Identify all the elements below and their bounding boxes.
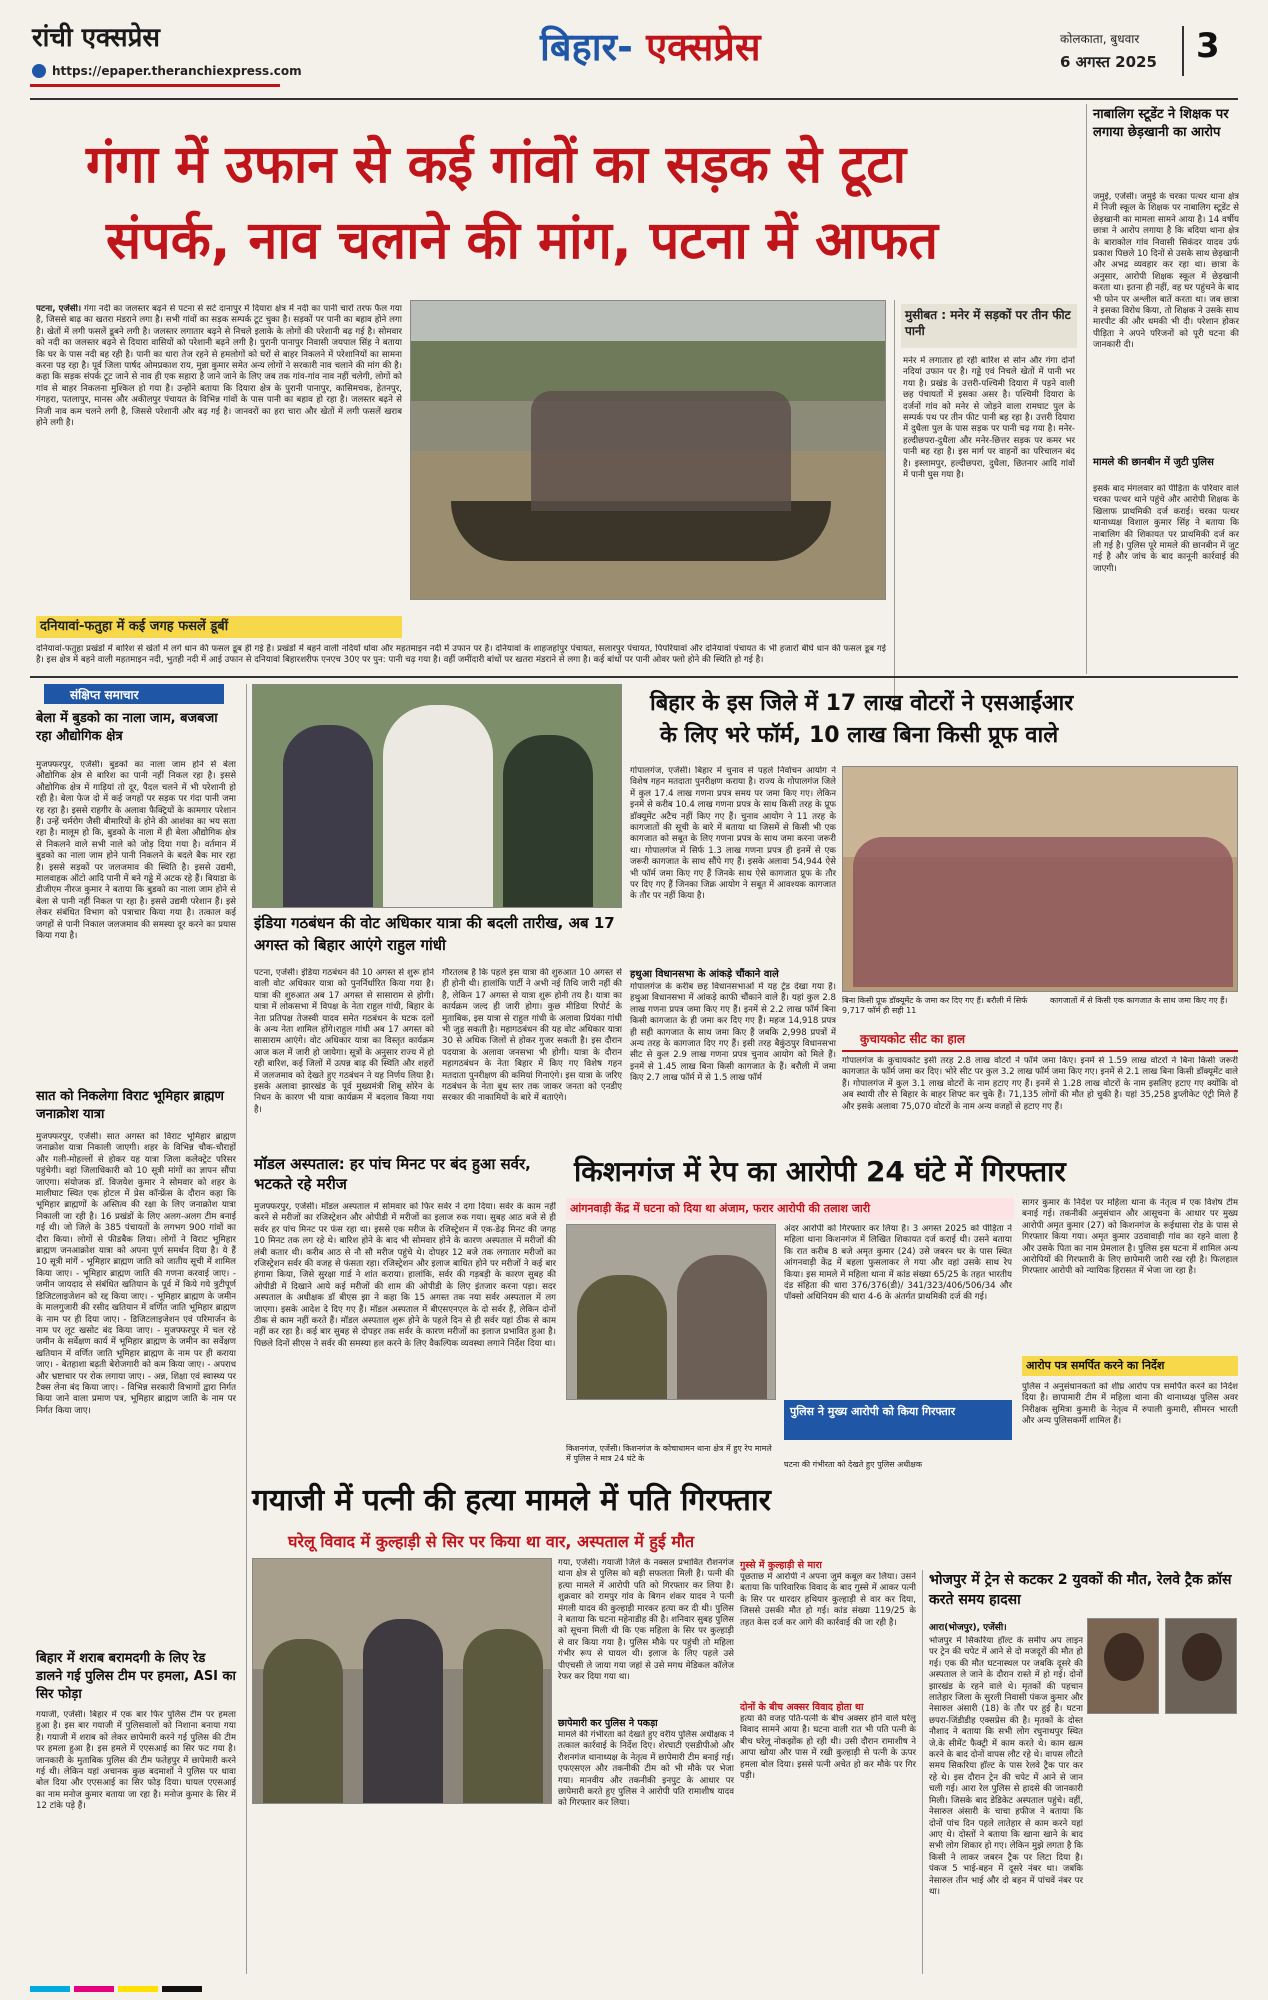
brief-headline-3: बिहार में शराब बरामदगी के लिए रेड डालने गई पुलिस टीम पर हमला, ASI का सिर फोड़ा bbox=[36, 1651, 236, 1702]
photo-figure-3 bbox=[503, 735, 593, 908]
mark-magenta bbox=[74, 1986, 114, 1992]
gaya-photo bbox=[252, 1558, 552, 1804]
page-number: 3 bbox=[1196, 26, 1220, 66]
bhojpur-body: भोजपुर में सिकरिया हॉल्ट के समीप अप लाइन पर ट्रेन की चपेट में आने से दो मजदूरों की मौत हो गई। एक की मौत घटनास्थल पर जबकि दूसरे की अस्पताल ले जाने के दौरान रास्ते में हो गई। दोनों झारखंड के रहने वाले थे। मृतकों की पहचान लातेहार जिला के सुरली निवासी पंकज कुमार और नेसारुल अंसारी (18) के तौर पर हुई है। घटना छपरा-जिंडीडीह एक्सप्रेस की है। मृतकों के दोस्त नौशाद ने बताया कि सभी लोग रघुनाथपुर स्थित जे.के सीमेंट फैक्ट्री में काम करते थे। काम खत्म करने के बाद दोनों वापस लौट रहे थे। वापस लौटते समय सिकरिया हॉल्ट के पास रेलवे ट्रैक पार कर रहे थे। इस दौरान ट्रेन की चपेट में आने से जान चली गई। आरा रेल पुलिस से हादसे की जानकारी मिली। जिसके बाद डेडिकेट अस्पताल पहुंचे। वहीं, नेसारुल अंसारी के चाचा हफीज ने बताया कि दोनों पांच दिन पहले लातेहार से काम करने यहां आए थे। दोस्तों ने बताया कि खाना खाने के बाद सभी लोग शिकार हो गए। लेकिन मुझे लगता है कि किसी ने लाकर जबरन ट्रैक पर लिटा दिया है। पंकज 5 भाई-बहन में दूसरे नंबर था। जबकि नेसारुल तीन भाई और दो बहन में पांचवें नंबर पर था। bbox=[929, 1636, 1083, 1897]
brief-tag: संक्षिप्त समाचार bbox=[70, 688, 139, 702]
lead-dateline: पटना, एजेंसी। bbox=[36, 304, 82, 314]
voters-caption-1: बिना किसी प्रूफ डॉक्यूमेंट के जमा कर दिए गए हैं। बरौली में सिर्फ 9,717 फॉर्म ही सही 11 bbox=[842, 996, 1028, 1015]
brief-body-3: गयाजी, एजेंसी। बिहार में एक बार फिर पुलिस टीम पर हमला हुआ है। इस बार गयाजी में पुलिसवालों को निशाना बनाया गया है। गयाजी में शराब को लेकर छापेमारी करने गई पुलिस की टीम पर हमला हुआ है। इस हमले में एएसआई का सिर फट गया है। जानकारी के मुताबिक पुलिस की टीम फतेहपुर में छापेमारी करने गई थी। लेकिन यहां अचानक कुछ बदमाशों ने पुलिस पर धावा बोल दिया और एएसआई का सिर फोड़ दिया। घायल एएसआई का नाम मनोज कुमार बताया जा रहा है। मनोज कुमार के सिर में 12 टांके पड़े हैं। bbox=[36, 1710, 236, 1812]
section-title-bihar: बिहार- bbox=[540, 25, 633, 69]
print-marks bbox=[30, 1986, 1238, 1994]
voters-subhead: हथुआ विधानसभा के आंकड़े चौंकाने वाले bbox=[630, 969, 779, 980]
gaya-body-4: हत्या की वजह पति-पत्नी के बीच अक्सर होने वाले घरेलू विवाद सामने आया है। घटना वाली रात भी पति पत्नी के बीच घरेलू नोकझोंक हो रही थी। उसी दौरान रामाशीष ने आपा खोया और पास में रखी कुल्हाड़ी से पत्नी के ऊपर हमला बोल दिया। इससे पत्नी अचेत हो कर मौके पर गिर पड़ी। bbox=[740, 1714, 916, 1782]
brief-headline-1: बेला में बुडको का नाला जाम, बजबजा रहा औद्योगिक क्षेत्र bbox=[36, 711, 218, 744]
voters-body: गोपालगंज, एजेंसी। बिहार में चुनाव से पहले निर्वाचन आयोग ने विशेष गहन मतदाता पुनरीक्षण कराया है। राज्य के गोपालगंज जिले में कुल 17.4 लाख गणना प्रपत्र समय पर जमा किए गए। लेकिन इनमें से करीब 10.4 लाख गणना प्रपत्र के साथ किसी तरह के प्रूफ डॉक्यूमेंट अटैच नहीं किए गए हैं। चुनाव आयोग ने 11 तरह के कागजातों की सूची के बारे में बताया था जिसमें से किसी भी एक कागजात को सबूत के लिए गणना प्रपत्र के साथ जमा करना जरूरी था। गोपालगंज में सिर्फ 1.3 लाख गणना प्रपत्र ही इनमें से एक जरूरी कागजात के साथ सौंपे गए हैं। इसके अलावा 54,944 ऐसे भी फॉर्म जमा किए गए हैं जिनके साथ ऐसे कागजात प्रूफ के तौर पर दिए गए हैं जिनका जिक्र आयोग ने सबूत में आवश्यक कागजात के तौर पर नहीं किया है। bbox=[630, 766, 836, 902]
photo-figure-1 bbox=[283, 725, 373, 908]
bhojpur-dateline: आरा(भोजपुर), एजेंसी। bbox=[929, 1623, 1007, 1633]
voters-caption-2: कागजातों में से किसी एक कागजात के साथ जमा किए गए हैं। bbox=[1050, 996, 1228, 1005]
mark-yellow bbox=[118, 1986, 158, 1992]
kishanganj-bluebox-text: पुलिस ने मुख्य आरोपी को किया गिरफ्तार bbox=[790, 1405, 956, 1418]
gaya-subhead-2: छापेमारी कर पुलिस ने पकड़ा bbox=[558, 1718, 658, 1729]
kuchaykot-head-box bbox=[842, 1030, 1238, 1052]
photo-police-1 bbox=[263, 1639, 343, 1804]
brief-column bbox=[30, 684, 240, 1974]
rahul-headline: इंडिया गठबंधन की वोट अधिकार यात्रा की बदली तारीख, अब 17 अगस्त को बिहार आएंगे राहुल गांधी bbox=[254, 914, 615, 954]
section-title-express: एक्सप्रेस bbox=[646, 25, 761, 69]
photo-police-2 bbox=[463, 1629, 543, 1804]
molestation-headline: नाबालिग स्टूडेंट ने शिक्षक पर लगाया छेड़खानी का आरोप bbox=[1093, 107, 1229, 140]
lead-body-1 bbox=[36, 304, 402, 612]
kishanganj-bluebox bbox=[784, 1400, 1012, 1440]
hospital-story bbox=[252, 1152, 558, 1464]
kishanganj-yellow-box bbox=[1022, 1356, 1238, 1376]
lead-story bbox=[30, 104, 1078, 674]
epaper-url[interactable]: https://epaper.theranchiexpress.com bbox=[52, 64, 302, 78]
voters-photo bbox=[842, 766, 1238, 992]
voters-headline-line1: बिहार के इस जिले में 17 लाख वोटरों ने एसआईआर bbox=[650, 691, 1074, 716]
section-title bbox=[540, 20, 761, 72]
rahul-body-2: गौरतलब है कि पहले इस यात्रा की शुरुआत 10 अगस्त से ही होनी थी। हालांकि पार्टी ने अभी नई तिथि जारी नहीं की है, लेकिन 17 अगस्त से यात्रा शुरू होनी तय है। यात्रा का कार्यक्रम जल्द ही जारी होगा। कुछ मीडिया रिपोर्ट के मुताबिक, इस यात्रा से राहुल गांधी के अलावा प्रियंका गांधी भी जुड़ सकती है। महागठबंधन की यह वोट अधिकार यात्रा 30 से अधिक जिलों से होकर गुजर सकती है। इस दौरान पदयात्रा के अलावा जनसभा भी होगी। यात्रा के दौरान महागठबंधन के नेता बिहार में किए गए विशेष गहन मतदाता पुनरीक्षण की कमियां गिनाएंगे। इस यात्रा के जरिए गठबंधन के नेता बूथ स्तर तक जाकर जनता को एनडीए सरकार की नाकामियों के बारे में बताएंगे। bbox=[442, 968, 622, 1104]
photo-people bbox=[531, 391, 791, 511]
hospital-headline: मॉडल अस्पताल: हर पांच मिनट पर बंद हुआ सर्वर, भटकते रहे मरीज bbox=[254, 1155, 531, 1193]
kishanganj-photo-caption: किशनगंज, एजेंसी। किशनगंज के कोचाधामन थाना क्षेत्र में हुए रेप मामले में पुलिस ने मात्र 24 घंटे के bbox=[566, 1444, 772, 1463]
voters-headline-line2: के लिए भरे फॉर्म, 10 लाख बिना किसी प्रूफ वाले bbox=[660, 723, 1059, 748]
section-rule-1 bbox=[30, 676, 1238, 678]
brief-headline-2: सात को निकलेगा विराट भूमिहार ब्राह्मण जनाक्रोश यात्रा bbox=[36, 1089, 224, 1122]
photo-face-1 bbox=[1104, 1633, 1144, 1681]
kishanganj-strap: आंगनवाड़ी केंद्र में घटना को दिया था अंजाम, फरार आरोपी की तलाश जारी bbox=[570, 1202, 871, 1215]
molestation-body: जमुई, एजेंसी। जमुई के चरका पत्थर थाना क्षेत्र में निजी स्कूल के शिक्षक पर नाबालिग स्टूडेंट से छेड़खानी का मामला सामने आया है। 14 वर्षीय छात्रा ने आरोप लगाया है कि बदिया थाना क्षेत्र के बाराकोल गांव निवासी सिकंदर यादव उर्फ प्रकाश पिछले 10 दिनों से उसके साथ छेड़खानी और अभद्र व्यवहार कर रहा था। छात्रा के अनुसार, आरोपी शिक्षक स्कूल में छेड़खानी करता था। इतना ही नहीं, वह घर पहुंचने के बाद भी फोन पर अश्लील बातें करता था। जब छात्रा ने इसका विरोध किया, तो शिक्षक ने उसके साथ मारपीट की और धमकी भी दी। परेशान होकर पीड़िता ने अपने परिजनों को पूरी घटना की जानकारी दी। bbox=[1093, 192, 1239, 351]
page-divider bbox=[1182, 26, 1184, 76]
photo-face-2 bbox=[1182, 1633, 1222, 1681]
voters-body-2: गोपालगंज के करीब छह विधानसभाओं में यह ट्रेंड देखा गया है। हथुआ विधानसभा में आंकड़े काफी चौंकाने वाले हैं। यहां कुल 2.8 लाख गणना प्रपत्र जमा किए गए हैं। इनमें से 2.2 लाख फॉर्म बिना किसी कागजात के ही जमा कर दिए गए हैं। महज 14,918 प्रपत्र ही सही कागजात के साथ जमा किए हैं जबकि 2,998 प्रपत्रों में अन्य तरह के कागजात दिए गए हैं। इसी तरह बैकुंठपुर विधानसभा सीट से कुल 2.9 लाख गणना प्रपत्र चुनाव आयोग को मिले हैं। इनमें से 1.45 लाख बिना किसी कागजात के हैं। बरौली में जमा किए 2.7 लाख फॉर्म में से 1.5 लाख फॉर्म bbox=[630, 982, 836, 1084]
bhojpur-photo-2 bbox=[1165, 1618, 1237, 1714]
brief-body-2: मुजफ्फरपुर, एजेंसी। सात अगस्त को विराट भूमिहार ब्राह्मण जनाक्रोश यात्रा निकाली जाएगी। शहर के विभिन्न चौक-चौराहों और गली-मोहल्लों से होकर यह यात्रा जिला कलेक्ट्रेट परिसर पहुंचेगी। वहां जिलाधिकारी को 10 सूत्री मांगों का ज्ञापन सौंपा जाएगा। संयोजक डॉ. विजयेश कुमार ने सोमवार को शहर के मालीघाट स्थित एक होटल में प्रेस कॉन्फ्रेंस के दौरान कहा कि भूमिहार ब्राह्मणों के अस्तित्व की रक्षा के लिए जनाक्रोश यात्रा निकाली जा रही है। 16 प्रखंडों के लिए अलग-अलग टीम बनाई गई थी। जो जिले के 385 पंचायतों के लगभग 900 गांवों का दौरा किया। लोगों से फीडबैक लिया। लोगों ने विराट भूमिहार ब्राह्मण जनआक्रोश यात्रा को अपना पूर्ण समर्थन दिया है। ये हैं 10 सूत्री मांगें - भूमिहार ब्राह्मण जाति को जातीय सूची में शामिल किया जाए। - भूमिहार ब्राह्मण जाति की गणना करवाई जाए। - जमीन जायदाद से संबंधित खतियान के पूर्व में किये गये त्रुटीपूर्ण डिजिटलाइजेशन को रद्द किया जाए। - भूमिहार ब्राह्मण के जमीन के मालगुजारी की रसीद खतियान में वर्णित जाति भूमिहार ब्राह्मण के नाम पर ही दिया जाए। - डिजिटलाइजेशन एवं परिमार्जन के नाम पर लूट खसोट बंद किया जाए। - मुजफ्फरपुर में चल रहे जमीन के सर्वेक्षण कार्य में भूमिहार ब्राह्मण के जमीन का सर्वेक्षण खतियान में वर्णित जाति भूमिहार ब्राह्मण के नाम पर ही कराया जाए। - बेतहाशा बढ़ती बेरोजगारी को कम किया जाए। - अपराध और भ्रष्टाचार पर रोक लगाया जाए। - अन्न, शिक्षा एवं स्वास्थ्य पर टैक्स लेना बंद किया जाए। - विभिन्न सरकारी विभागों द्वारा निर्गत किया जाने वाला प्रमाण पत्र, भूमिहार ब्राह्मण जाति के नाम पर निर्गत किया जाए। bbox=[36, 1132, 236, 1416]
brief-body-1: मुजफ्फरपुर, एजेंसी। बुडको का नाला जाम होने से बेला औद्योगिक क्षेत्र से बारिश का पानी नहीं निकल रहा है। इससे औद्योगिक क्षेत्र में गाड़ियां तो दूर, पैदल चलने में भी परेशानी हो रही है। बेला फेज दो में कई जगहों पर सड़क पर गंदा पानी जमा रह रहा है। इससे राहगीर के अलावा फैक्ट्रियों के कामगार परेशान हैं। उन्हें चर्मरोग जैसी बीमारियों के होने की आशंका का भय सता रहा है। मालूम हो कि, बुडको के नाला में ही बेला औद्योगिक क्षेत्र से निकलने वाले सभी नाले को जोड़ दिया गया है। वर्तमान में बुडको का नाला जाम होने पानी निकलने के बदले बैक मार रहा है। इससे सड़कों पर जलजमाव की स्थिति है। इससे उद्यमी, मालवाहक ऑटो आदि पानी में बने गड्ढे में अटक रहे हैं। बियाडा के डीजीएम नीरज कुमार ने बताया कि बुडको का नाला जाम होने से बेला से पानी नहीं निकल पा रहा है। इससे उद्यमी परेशान हैं। इसे लेकर संबंधित विभाग को पत्राचार किया गया है। तत्काल कई जगहों से पानी निकाल जलजमाव की समस्या दूर करने का प्रयास किया गया है। bbox=[36, 760, 236, 942]
kishanganj-caption-right: घटना की गंभीरता को देखते हुए पुलिस अधीक्षक bbox=[784, 1460, 923, 1469]
molestation-story bbox=[1086, 104, 1238, 674]
kishanganj-photo bbox=[566, 1224, 776, 1400]
city-day: कोलकाता, बुधवार bbox=[1060, 32, 1140, 46]
gaya-body-2: मामले की गंभीरता को देखते हुए वरीय पुलिस अधीक्षक ने तत्काल कार्रवाई के निर्देश दिए। शेरघाटी एसडीपीओ और रौशनगंज थानाध्यक्ष के नेतृत्व में छापेमारी टीम बनाई गई। एफएसएल और तकनीकी टीम को भी मौके पर भेजा गया। मानवीय और तकनीकी इनपुट के आधार पर छापेमारी करते हुए पुलिस ने आरोपी पति रामाशीष यादव को गिरफ्तार कर लिया। bbox=[558, 1730, 734, 1809]
photo-accused-blurred bbox=[677, 1255, 767, 1400]
masthead-bottom-rule bbox=[30, 98, 1238, 100]
photo-policeman bbox=[577, 1275, 667, 1400]
masthead-rule bbox=[30, 84, 280, 87]
rahul-story bbox=[252, 684, 622, 1144]
voters-story bbox=[630, 684, 1238, 1144]
flood-boat-photo bbox=[410, 300, 886, 600]
photo-figure-2 bbox=[383, 705, 493, 908]
bhojpur-story bbox=[922, 1570, 1238, 1974]
mark-black bbox=[162, 1986, 202, 1992]
photo-accused bbox=[363, 1619, 443, 1804]
molestation-body-2: इसके बाद मंगलवार को पीड़िता के परिवार वाले चरका पत्थर थाने पहुंचे और आरोपी शिक्षक के खिलाफ प्राथमिकी दर्ज कराई। चरका पत्थर थानाध्यक्ष विशाल कुमार सिंह ने बताया कि नाबालिग की शिकायत पर प्राथमिकी दर्ज कर ली गई है। पुलिस पूरे मामले की छानबीन में जुट गई है और जांच के बाद कानूनी कार्रवाई की जाएगी। bbox=[1093, 484, 1239, 574]
mark-cyan bbox=[30, 1986, 70, 1992]
brief-divider bbox=[246, 684, 247, 1974]
lead-headline-line2: संपर्क, नाव चलाने की मांग, पटना में आफत bbox=[106, 211, 938, 271]
side-headline: मुसीबत : मनेर में सड़कों पर तीन फीट पानी bbox=[905, 308, 1071, 338]
masthead bbox=[0, 0, 1268, 95]
kishanganj-yellow-head: आरोप पत्र समर्पित करने का निर्देश bbox=[1026, 1359, 1165, 1372]
kishanganj-right-body: सागर कुमार के निर्देश पर महिला थाना के नेतृत्व में एक विशेष टीम बनाई गई। तकनीकी अनुसंधान और आसूचना के आधार पर मुख्य आरोपी अमृत कुमार (27) को किशनगंज के रूईधासा रोड के पास से गिरफ्तार किया गया। अमृत कुमार उठवावाड़ी गांव का रहने वाला है और उसके पिता का नाम प्रेमलाल है। पुलिस इस घटना में शामिल अन्य आरोपियों की गिरफ्तारी के लिए छापेमारी जारी रख रही है। फिलहाल गिरफ्तार आरोपी को न्यायिक हिरासत में भेजा जा रहा है। bbox=[1022, 1198, 1238, 1277]
side-head-box bbox=[901, 304, 1077, 348]
gaya-body-3: पूछताछ में आरोपी ने अपना जुर्म कबूल कर लिया। उसने बताया कि पारिवारिक विवाद के बाद गुस्से में आकर पत्नी के सिर पर धारदार हथियार कुल्हाड़ी से वार कर दिया, जिससे उसकी मौत हो गई। कांड संख्या 119/25 के तहत केस दर्ज कर आगे की कार्रवाई की जा रही है। bbox=[740, 1572, 916, 1628]
lead-side-box bbox=[894, 300, 1078, 712]
hospital-body: मुजफ्फरपुर, एजेंसी। मॉडल अस्पताल में सोमवार को फिर सर्वर ने दगा दिया। सर्वर के काम नहीं करने से मरीजों का रजिस्ट्रेशन और ओपीडी में मरीजों का इलाज रुक गया। सुबह आठ बजे से ही सर्वर हर पांच मिनट पर फंस रहा था। इससे एक मरीज के रजिस्ट्रेशन में एक-डेढ़ मिनट की जगह 10 मिनट तक लग रहे थे। बारिश होने के बाद भी सोमवार होने के कारण अस्पताल में मरीजों की लंबी कतार थी। करीब आठ से नौ सौ मरीज पहुंचे थे। दोपहर 12 बजे तक लगातार मरीजों का रजिस्ट्रेशन सर्वर की वजह से फंसता रहा। रजिस्ट्रेशन और इलाज बाधित होने पर मरीजों ने कई बार हंगामा किया, जिसे सुरक्षा गार्ड ने शांत कराया। हालांकि, सर्वर की गड़बड़ी के कारण सुबह की ओपीडी में दिखाने आये कई मरीजों की शाम की ओपीडी के लिए इंतजार करना पड़ा। सदर अस्पताल के अधीक्षक डॉ बीएस झा ने कहा कि 15 अगस्त तक नया सर्वर अस्पताल में लग जाएगा। इसके आदेश दे दिए गए हैं। मॉडल अस्पताल में बीएसएनएल के दो सर्वर हैं, लेकिन दोनों ठीक से काम नहीं करते हैं। मॉडल अस्पताल शुरू होने के पहले दिन से ही सर्वर यहां ठीक से काम नहीं कर रहा है। कई बार सुबह से दोपहर तक सर्वर के कारण मरीजों का इलाज प्रभावित हुआ है। पिछले दिनों सीएस ने सर्वर की समस्या हल करने के लिए वैकल्पिक व्यवस्था लगाने निर्देश दिया था। bbox=[254, 1202, 556, 1349]
brand-logo: रांची एक्सप्रेस bbox=[32, 23, 161, 53]
gaya-subhead: घरेलू विवाद में कुल्हाड़ी से सिर पर किया था वार, अस्पताल में हुई मौत bbox=[288, 1532, 695, 1551]
issue-date: 6 अगस्त 2025 bbox=[1060, 53, 1157, 71]
gaya-headline: गयाजी में पत्नी की हत्या मामले में पति गिरफ्तार bbox=[252, 1483, 771, 1518]
bhojpur-photo-1 bbox=[1087, 1618, 1159, 1714]
gaya-body: गया, एजेंसी। गयाजी जिले के नक्सल प्रभावित रौशनगंज थाना क्षेत्र से पुलिस को बड़ी सफलता मिली है। पत्नी की हत्या मामले में आरोपी पति को गिरफ्तार कर लिया है। शुक्रवार को रामपुर गांव के बिगन शंकर यादव ने पत्नी मंगली यादव की कुल्हाड़ी मारकर हत्या कर दी थी। पुलिस ने बताया कि घटना महेनाडीह की है। शनिवार सुबह पुलिस को सूचना मिली थी कि एक महिला के सिर पर कुल्हाड़ी से वार किया गया है। पुलिस मौके पर पहुंची तो महिला गंभीर रूप से घायल थी। इलाज के लिए पहले उसे पीएचसी ले जाया गया जहां से उसे मगध मेडिकल कॉलेज रेफर कर दिया गया था। bbox=[558, 1558, 734, 1683]
kuchaykot-headline: कुचायकोट सीट का हाल bbox=[860, 1032, 966, 1046]
molestation-subhead: मामले की छानबीन में जुटी पुलिस bbox=[1093, 457, 1214, 468]
lead-headline-line1: गंगा में उफान से कई गांवों का सड़क से टूटा bbox=[86, 135, 907, 195]
gaya-subhead-3: गुस्से में कुल्हाड़ी से मारा bbox=[740, 1560, 822, 1571]
photo-women bbox=[853, 837, 1233, 987]
lead-body-2: दनियावां-फतुहा प्रखंडों में बारिश से खेतों में लगे धान की फसल डूब ही गई है। प्रखंडों में बहने वाली नदियों धोवा और महतमाइन नदी में उफान पर है। दनियावां के शाहजहांपुर पंचायत, सलारपुर पंचायत, पिपरियावां और दनियावां पंचायत के भी हजारों बीघे धान की फसल डूब गई है। इस क्षेत्र में बहने वाली महतमाइन नदी, भुतही नदी में आई उफान से दनियावां बिहारशरीफ एनएच 30ए पर पुन: पानी चढ़ गया है। वहीं जमींदारी बांधों पर खतरा मंडराने से लगा है। कई बांधों पर पानी ओवर फ्लो होने की स्थिति हो गई है। bbox=[36, 644, 886, 666]
gaya-subhead-4: दोनों के बीच अक्सर विवाद होता था bbox=[740, 1702, 864, 1713]
kishanganj-right-body-2: पुलिस ने अनुसंधानकर्ता को शीघ्र आरोप पत्र समर्पित करने का निर्देश दिया है। छापामारी टीम में महिला थाना की थानाध्यक्ष पुलिस अवर निरीक्षक सुमित्रा कुमारी के नेतृत्व में रुपाली कुमारी, सीमरन भारती और अन्य पुलिसकर्मी शामिल हैं। bbox=[1022, 1382, 1238, 1427]
lead-body-1-text: गंगा नदी का जलस्तर बढ़ने से पटना से सटे दानापुर में दियारा क्षेत्र में नदी का पानी चारों तरफ फैल गया है, जिससे बाढ़ का खतरा मंडराने लगा है। सभी गांवों का सड़क सम्पर्क टूट चुका है। सड़कों पर पानी का बहाव होने लगा है। खेतों में लगी फसलें डूबने लगी है। जलस्तर लगातार बढ़ने से निचले इलाके के लोगों की परेशानी बढ़ गई है। सोमवार को नदी का जलस्तर बढ़ने से दियारा वासियों को परेशानी बढ़ने लगी है। पुरानी पानापुर निवासी जयपाल सिंह ने बताया कि घर के पास नदी बह रही है। पानी का धारा तेज रहने से हमलोगों को घरों से बाहर निकलने में परेशानियों का सामना करना पड़ रहा है। पूर्व जिला पार्षद ओमप्रकाश राय, मुन्ना कुमार समेत अन्य लोगों ने सरकारी नाव चलाने की मांग की है। कहा कि सड़क संपर्क टूट जाने से नाव ही एक सहारा है जाने जाने के लिए जब तक गांव-गांव नाव नहीं चलेगी, लोगों को गांव से बाहर निकलना मुश्किल हो गया है। उन्होंने बताया कि दियारा क्षेत्र के पुरानी पानापुर, कासिमचक, हेतनपुर, गंगहरा, पतलापुर, मानस और अकीलपुर पंचायत के विभिन्न गांवों के पास पानी का बहाव हो रहा है। जलस्तर बढ़ने से निजी नाव कम चलने लगी है, जिससे परेशानी और बढ़ गई है। जानवरों का हरा चारा और खेतों में लगी फसलें खराब होने लगी है। bbox=[36, 304, 402, 429]
rahul-body-1: पटना, एजेंसी। इंडिया गठबंधन की 10 अगस्त से शुरू होने वाली वोट अधिकार यात्रा को पुनर्निर्धारित किया गया है। यात्रा की शुरुआत अब 17 अगस्त से सासाराम से होगी। यात्रा में लोकसभा में विपक्ष के नेता राहुल गांधी, बिहार के नेता प्रतिपक्ष तेजस्वी यादव समेत गठबंधन के घटक दलों के अन्य नेता शामिल होंगे।राहुल गांधी अब 17 अगस्त को सासाराम आएंगे। वोट अधिकार यात्रा का विस्तृत कार्यक्रम आज कल में जारी हो जायेगा। सूत्रों के अनुसार राज्य में हो रही बारिश, कई जिलों में उत्पन्न बाढ़ की स्थिति और शहरों में जलजमाव को देखते हुए गठबंधन ने यह निर्णय लिया है। इसके अलावा झारखंड के पूर्व मुख्यमंत्री शिबू सोरेन के निधन के कारण भी यात्रा कार्यक्रम में बदलाव किया गया है। bbox=[254, 968, 434, 1115]
kishanganj-headline: किशनगंज में रेप का आरोपी 24 घंटे में गिरफ्तार bbox=[574, 1155, 1066, 1188]
gaya-story bbox=[252, 1470, 916, 1974]
kishanganj-strap-box bbox=[566, 1198, 1014, 1220]
side-body: मनेर में लगातार हो रही बारिश से सोन और गंगा दोनों नदियां उफान पर है। गड्ढे एवं निचले खेतों में पानी भर गया है। प्रखंड के उत्तरी-पश्चिमी दियारा में पड़ने वाली छह पंचायतों में इसका असर है। पश्चिमी दियारा के दर्जनों गांव को मनेर से जोड़ने वाला रामघाट पुल के सम्पर्क पथ पर तीन फीट पानी बह रहा है। उत्तरी दियारा में दुधैला पुल के पास सड़क पर पानी चढ़ गया है। मनेर-हल्दीछपरा-दुधैला और मनेर-छित्तर सड़क पर कमर भर पानी बह रहा है। इस मार्ग पर वाहनों का परिचालन बंद है। इस्लामपुर, हल्दीछपरा, दुधैला, छितनार आदि गांवों में पानी घुस गया है। bbox=[903, 356, 1075, 481]
kuchaykot-body: गोपालगंज के कुचायकोट इसी तरह 2.8 लाख वोटरों ने फॉर्म जमा किए। इनमें से 1.59 लाख वोटरों ने बिना किसी जरूरी कागजात के फॉर्म जमा कर दिए। भोरे सीट पर कुल 3.2 लाख फॉर्म जमा किए गए। इनमें से 2.1 लाख बिना किसी डॉक्यूमेंट वाले हैं। गोपालगंज में कुल 3.1 लाख वोटरों के नाम हटाए गए हैं। इनमें से 1.28 लाख वोटरों के नाम इसलिए हटाए गए क्योंकि वो अब स्थायी तौर से बिहार के बाहर शिफ्ट कर चुके हैं। 71,135 लोगों की मौत हो चुकी है। यहां 35,258 डुप्लीकेट एंट्री मिले हैं और इसके अलावा 75,070 वोटरों के नाम अन्य वजहों से हटाए गए हैं। bbox=[842, 1056, 1238, 1112]
rahul-photo bbox=[252, 684, 622, 908]
lead-subhead: दनियावां-फतुहा में कई जगह फसलें डूबीं bbox=[36, 616, 402, 638]
bhojpur-headline: भोजपुर में ट्रेन से कटकर 2 युवकों की मौत, रेलवे ट्रैक क्रॉस करते समय हादसा bbox=[929, 1572, 1232, 1608]
kishanganj-body: अंदर आरोपी को गिरफ्तार कर लिया है। 3 अगस्त 2025 को पीड़िता ने महिला थाना किशनगंज में लिखित शिकायत दर्ज कराई थी। उसने बताया कि रात करीब 8 बजे अमृत कुमार (24) उसे जबरन घर के पास स्थित आंगनवाड़ी केंद्र में बहला फुसलाकर ले गया और वहां उसके साथ रेप किया। इस मामले में महिला थाना में कांड संख्या 65/25 के तहत भारतीय दंड संहिता की धारा 376/376(डी)/ 341/323/406/506/34 और पॉक्सो अधिनियम की धारा 4-6 के अंतर्गत प्राथमिकी दर्ज की गई। bbox=[784, 1224, 1012, 1303]
globe-icon bbox=[32, 64, 46, 78]
